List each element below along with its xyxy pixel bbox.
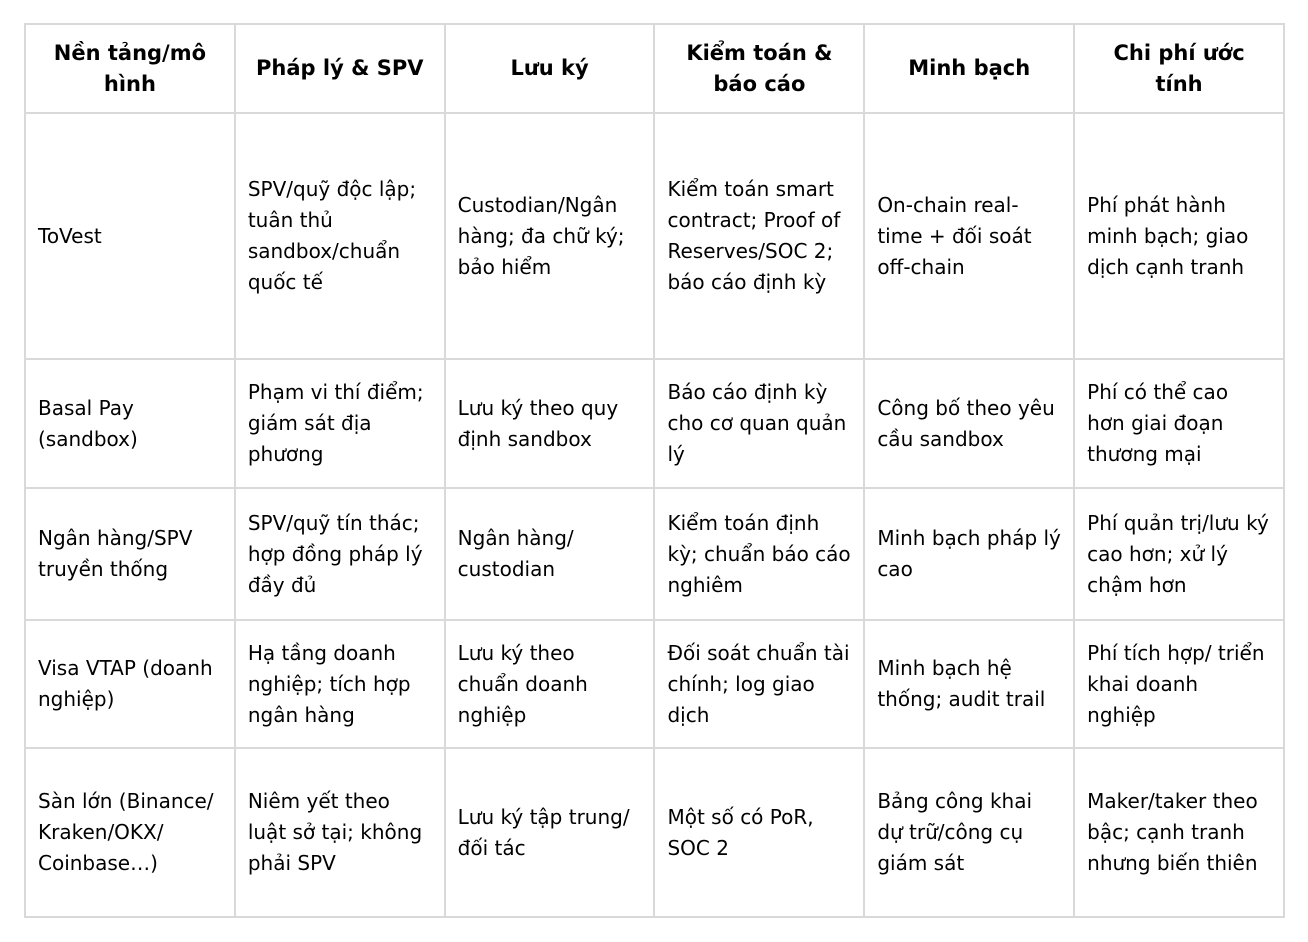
table-cell: Phí quản trị/lưu ký cao hơn; xử lý chậm hơn [1074, 488, 1284, 620]
table-cell: Phạm vi thí điểm; giám sát địa phương [235, 359, 445, 488]
table-cell: Lưu ký theo chuẩn doanh nghiệp [445, 620, 655, 748]
table-cell: Custodian/Ngân hàng; đa chữ ký; bảo hiểm [445, 113, 655, 359]
table-cell: On-chain real-time + đối soát off-chain [864, 113, 1074, 359]
table-row-visa-vtap [25, 620, 1284, 748]
table-cell: Phí phát hành minh bạch; giao dịch cạnh tranh [1074, 113, 1284, 359]
table-cell: Đối soát chuẩn tài chính; log giao dịch [654, 620, 864, 748]
row-header-cell: Visa VTAP (doanh nghiệp) [25, 620, 235, 748]
table-row-tovest [25, 113, 1284, 359]
table-cell: SPV/quỹ tín thác; hợp đồng pháp lý đầy đủ [235, 488, 445, 620]
table-cell: Bảng công khai dự trữ/công cụ giám sát [864, 748, 1074, 917]
table-cell: Một số có PoR, SOC 2 [654, 748, 864, 917]
col-header-audit-reporting: Kiểm toán & báo cáo [654, 24, 864, 113]
table-cell: Kiểm toán smart contract; Proof of Reserves/SOC 2; báo cáo định kỳ [654, 113, 864, 359]
table-cell: Lưu ký theo quy định sandbox [445, 359, 655, 488]
header-row [25, 24, 1284, 113]
table-cell: Minh bạch pháp lý cao [864, 488, 1074, 620]
table-cell: Ngân hàng/ custodian [445, 488, 655, 620]
table-cell: SPV/quỹ độc lập; tuân thủ sandbox/chuẩn quốc tế [235, 113, 445, 359]
table-cell: Niêm yết theo luật sở tại; không phải SPV [235, 748, 445, 917]
row-header-cell: ToVest [25, 113, 235, 359]
col-header-transparency: Minh bạch [864, 24, 1074, 113]
table-cell: Maker/taker theo bậc; cạnh tranh nhưng biến thiên [1074, 748, 1284, 917]
row-header-cell: Basal Pay (sandbox) [25, 359, 235, 488]
table-cell: Kiểm toán định kỳ; chuẩn báo cáo nghiêm [654, 488, 864, 620]
table-cell: Phí có thể cao hơn giai đoạn thương mại [1074, 359, 1284, 488]
table-cell: Minh bạch hệ thống; audit trail [864, 620, 1074, 748]
col-header-estimated-cost: Chi phí ước tính [1074, 24, 1284, 113]
row-header-cell: Sàn lớn (Binance/ Kraken/OKX/ Coinbase…) [25, 748, 235, 917]
table-cell: Lưu ký tập trung/đối tác [445, 748, 655, 917]
col-header-platform: Nền tảng/mô hình [25, 24, 235, 113]
table-cell: Hạ tầng doanh nghiệp; tích hợp ngân hàng [235, 620, 445, 748]
table-cell: Công bố theo yêu cầu sandbox [864, 359, 1074, 488]
table-row-big-exchanges [25, 748, 1284, 917]
table-cell: Phí tích hợp/ triển khai doanh nghiệp [1074, 620, 1284, 748]
table-row-bank-spv [25, 488, 1284, 620]
table-cell: Báo cáo định kỳ cho cơ quan quản lý [654, 359, 864, 488]
platform-comparison-table [24, 23, 1285, 918]
col-header-custody: Lưu ký [445, 24, 655, 113]
col-header-legal-spv: Pháp lý & SPV [235, 24, 445, 113]
row-header-cell: Ngân hàng/SPV truyền thống [25, 488, 235, 620]
table-row-basal-pay [25, 359, 1284, 488]
